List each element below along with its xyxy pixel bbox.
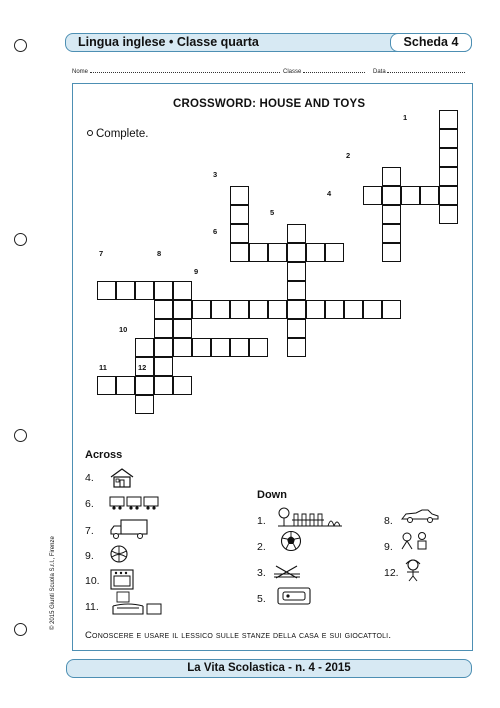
- football-icon: [280, 530, 302, 552]
- crossword-cell[interactable]: [192, 338, 211, 357]
- crossword-cell[interactable]: [439, 129, 458, 148]
- clue-number-10: 10: [119, 325, 128, 334]
- crossword-cell[interactable]: [211, 338, 230, 357]
- across-clue-9: 9.: [85, 550, 94, 562]
- crossword-cell[interactable]: [439, 205, 458, 224]
- crossword-cell[interactable]: [344, 300, 363, 319]
- crossword-cell[interactable]: [116, 376, 135, 395]
- dolls-icon: [399, 531, 431, 551]
- crossword-cell[interactable]: [325, 243, 344, 262]
- crossword-cell[interactable]: [439, 110, 458, 129]
- crossword-cell[interactable]: [325, 300, 344, 319]
- crossword-cell[interactable]: [173, 338, 192, 357]
- crossword-cell[interactable]: [173, 319, 192, 338]
- crossword-cell[interactable]: [268, 300, 287, 319]
- clue-number-1: 1: [403, 113, 408, 122]
- date-field[interactable]: [373, 67, 465, 75]
- clue-number-4: 4: [327, 189, 332, 198]
- subject-title: Lingua inglese • Classe quarta: [78, 35, 259, 49]
- crossword-cell[interactable]: [287, 243, 306, 262]
- down-clue-5: 5.: [257, 593, 266, 605]
- crossword-cell[interactable]: [211, 300, 230, 319]
- crossword-cell[interactable]: [382, 167, 401, 186]
- class-blank[interactable]: [303, 67, 365, 73]
- across-clue-10: 10.: [85, 575, 100, 587]
- crossword-cell[interactable]: [135, 281, 154, 300]
- header-bar: [65, 33, 472, 52]
- down-clue-1: 1.: [257, 515, 266, 527]
- crossword-cell[interactable]: [154, 357, 173, 376]
- clue-number-7: 7: [99, 249, 104, 258]
- clue-number-3: 3: [213, 170, 218, 179]
- class-field[interactable]: [283, 67, 365, 75]
- garden-icon: [276, 506, 344, 528]
- scheda-label: Scheda 4: [390, 33, 472, 52]
- down-clue-12: 12.: [384, 567, 399, 579]
- kitchen-icon: [109, 567, 135, 591]
- down-clue-2: 2.: [257, 541, 266, 553]
- across-heading: Across: [85, 449, 123, 461]
- binder-hole: [14, 623, 27, 636]
- crossword-cell[interactable]: [268, 243, 287, 262]
- crossword-cell[interactable]: [439, 148, 458, 167]
- down-heading: Down: [257, 489, 287, 501]
- crossword-cell[interactable]: [154, 281, 173, 300]
- crossword-cell[interactable]: [287, 338, 306, 357]
- date-blank[interactable]: [387, 67, 465, 73]
- living-room-icon: [109, 590, 165, 618]
- crossword-cell[interactable]: [135, 376, 154, 395]
- name-label: Nome: [72, 69, 89, 75]
- across-clue-4: 4.: [85, 472, 94, 484]
- crossword-cell[interactable]: [439, 167, 458, 186]
- crossword-cell[interactable]: [363, 300, 382, 319]
- instruction-text: Complete.: [96, 128, 149, 140]
- crossword-cell[interactable]: [97, 281, 116, 300]
- bed-icon: [273, 562, 301, 582]
- crossword-cell[interactable]: [420, 186, 439, 205]
- crossword-cell[interactable]: [97, 376, 116, 395]
- down-clue-3: 3.: [257, 567, 266, 579]
- date-label: Data: [373, 69, 386, 75]
- copyright-notice: © 2015 Giunti Scuola S.r.l., Firenze: [50, 536, 56, 630]
- crossword-cell[interactable]: [382, 243, 401, 262]
- crossword-cell[interactable]: [382, 300, 401, 319]
- learning-objective: Conoscere e usare il lessico sulle stanze della casa e sui giocattoli.: [85, 630, 392, 641]
- binder-hole: [14, 39, 27, 52]
- crossword-cell[interactable]: [439, 186, 458, 205]
- crossword-cell[interactable]: [249, 338, 268, 357]
- crossword-cell[interactable]: [287, 224, 306, 243]
- car-icon: [400, 508, 440, 524]
- crossword-cell[interactable]: [249, 300, 268, 319]
- crossword-cell[interactable]: [154, 319, 173, 338]
- crossword-cell[interactable]: [230, 243, 249, 262]
- crossword-cell[interactable]: [154, 300, 173, 319]
- crossword-cell[interactable]: [382, 224, 401, 243]
- crossword-cell[interactable]: [154, 338, 173, 357]
- ball-icon: [109, 544, 129, 564]
- truck-icon: [109, 518, 149, 540]
- name-field[interactable]: [72, 67, 280, 75]
- crossword-cell[interactable]: [363, 186, 382, 205]
- publication-footer: La Vita Scolastica - n. 4 - 2015: [66, 659, 472, 678]
- crossword-cell[interactable]: [287, 262, 306, 281]
- crossword-cell[interactable]: [382, 205, 401, 224]
- across-clue-7: 7.: [85, 525, 94, 537]
- crossword-cell[interactable]: [173, 281, 192, 300]
- clue-number-12: 12: [138, 363, 147, 372]
- worksheet-frame: [72, 83, 473, 651]
- clue-number-2: 2: [346, 151, 351, 160]
- crossword-cell[interactable]: [287, 281, 306, 300]
- across-clue-11: 11.: [85, 601, 99, 613]
- worksheet-title: CROSSWORD: HOUSE AND TOYS: [173, 98, 366, 110]
- crossword-cell[interactable]: [173, 300, 192, 319]
- crossword-cell[interactable]: [154, 376, 173, 395]
- crossword-cell[interactable]: [192, 300, 211, 319]
- clue-number-9: 9: [194, 267, 199, 276]
- bath-icon: [276, 585, 312, 607]
- crossword-cell[interactable]: [382, 186, 401, 205]
- clue-number-5: 5: [270, 208, 275, 217]
- crossword-cell[interactable]: [306, 300, 325, 319]
- crossword-cell[interactable]: [230, 205, 249, 224]
- crossword-cell[interactable]: [135, 338, 154, 357]
- binder-hole: [14, 429, 27, 442]
- across-clue-6: 6.: [85, 498, 94, 510]
- down-clue-8: 8.: [384, 515, 393, 527]
- house-icon: [109, 467, 135, 489]
- crossword-cell[interactable]: [230, 338, 249, 357]
- clue-number-11: 11: [99, 363, 107, 372]
- class-label: Classe: [283, 69, 302, 75]
- crossword-cell[interactable]: [401, 186, 420, 205]
- clue-number-8: 8: [157, 249, 162, 258]
- crossword-cell[interactable]: [306, 243, 325, 262]
- name-blank[interactable]: [90, 67, 280, 73]
- clue-number-6: 6: [213, 227, 218, 236]
- crossword-cell[interactable]: [230, 186, 249, 205]
- doll-icon: [402, 558, 424, 582]
- crossword-cell[interactable]: [230, 300, 249, 319]
- crossword-cell[interactable]: [116, 281, 135, 300]
- crossword-cell[interactable]: [230, 224, 249, 243]
- down-clue-9: 9.: [384, 541, 393, 553]
- train-icon: [109, 494, 163, 510]
- crossword-cell[interactable]: [135, 395, 154, 414]
- crossword-cell[interactable]: [287, 300, 306, 319]
- crossword-cell[interactable]: [249, 243, 268, 262]
- binder-hole: [14, 233, 27, 246]
- crossword-cell[interactable]: [287, 319, 306, 338]
- crossword-cell[interactable]: [173, 376, 192, 395]
